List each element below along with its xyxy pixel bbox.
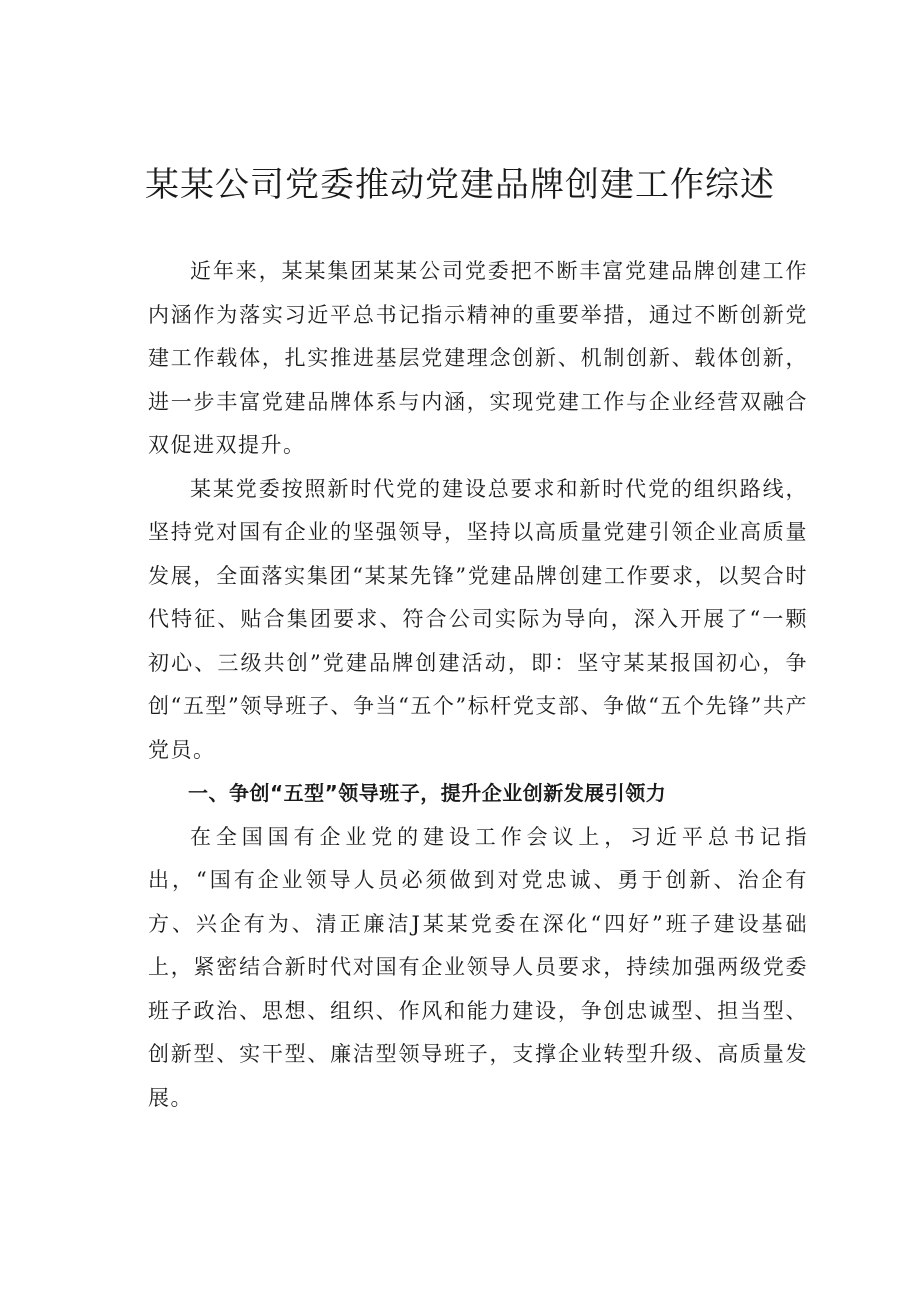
paragraph-section-1: 在全国国有企业党的建设工作会议上，习近平总书记指出，“国有企业领导人员必须做到对党忠诚、勇于创新、治企有方、兴企有为、清正廉洁J某某党委在深化“四好”班子建设基础上，紧密结合新时代对国有企业领导人员要求，持续加强两级党委班子政治、思想、组织、作风和能力建设，争创忠诚型、担当型、创新型、实干型、廉洁型领导班子，支撑企业转型升级、高质量发展。 [148, 824, 808, 1110]
section-heading-1: 一、争创“五型”领导班子，提升企业创新发展引领力 [188, 781, 667, 805]
document-title: 某某公司党委推动党建品牌创建工作综述 [145, 165, 775, 205]
paragraph-brand-activity: 某某党委按照新时代党的建设总要求和新时代党的组织路线，坚持党对国有企业的坚强领导，坚持以高质量党建引领企业高质量发展，全面落实集团“某某先锋”党建品牌创建工作要求，以契合时代特征、贴合集团要求、符合公司实际为导向，深入开展了“一颗初心、三级共创”党建品牌创建活动，即：坚守某某报国初心，争创“五型”领导班子、争当“五个”标杆党支部、争做“五个先锋”共产党员。 [148, 476, 808, 762]
paragraph-intro: 近年来，某某集团某某公司党委把不断丰富党建品牌创建工作内涵作为落实习近平总书记指示精神的重要举措，通过不断创新党建工作载体，扎实推进基层党建理念创新、机制创新、载体创新，进一步丰富党建品牌体系与内涵，实现党建工作与企业经营双融合双促进双提升。 [148, 259, 808, 457]
document-body [148, 250, 808, 1120]
